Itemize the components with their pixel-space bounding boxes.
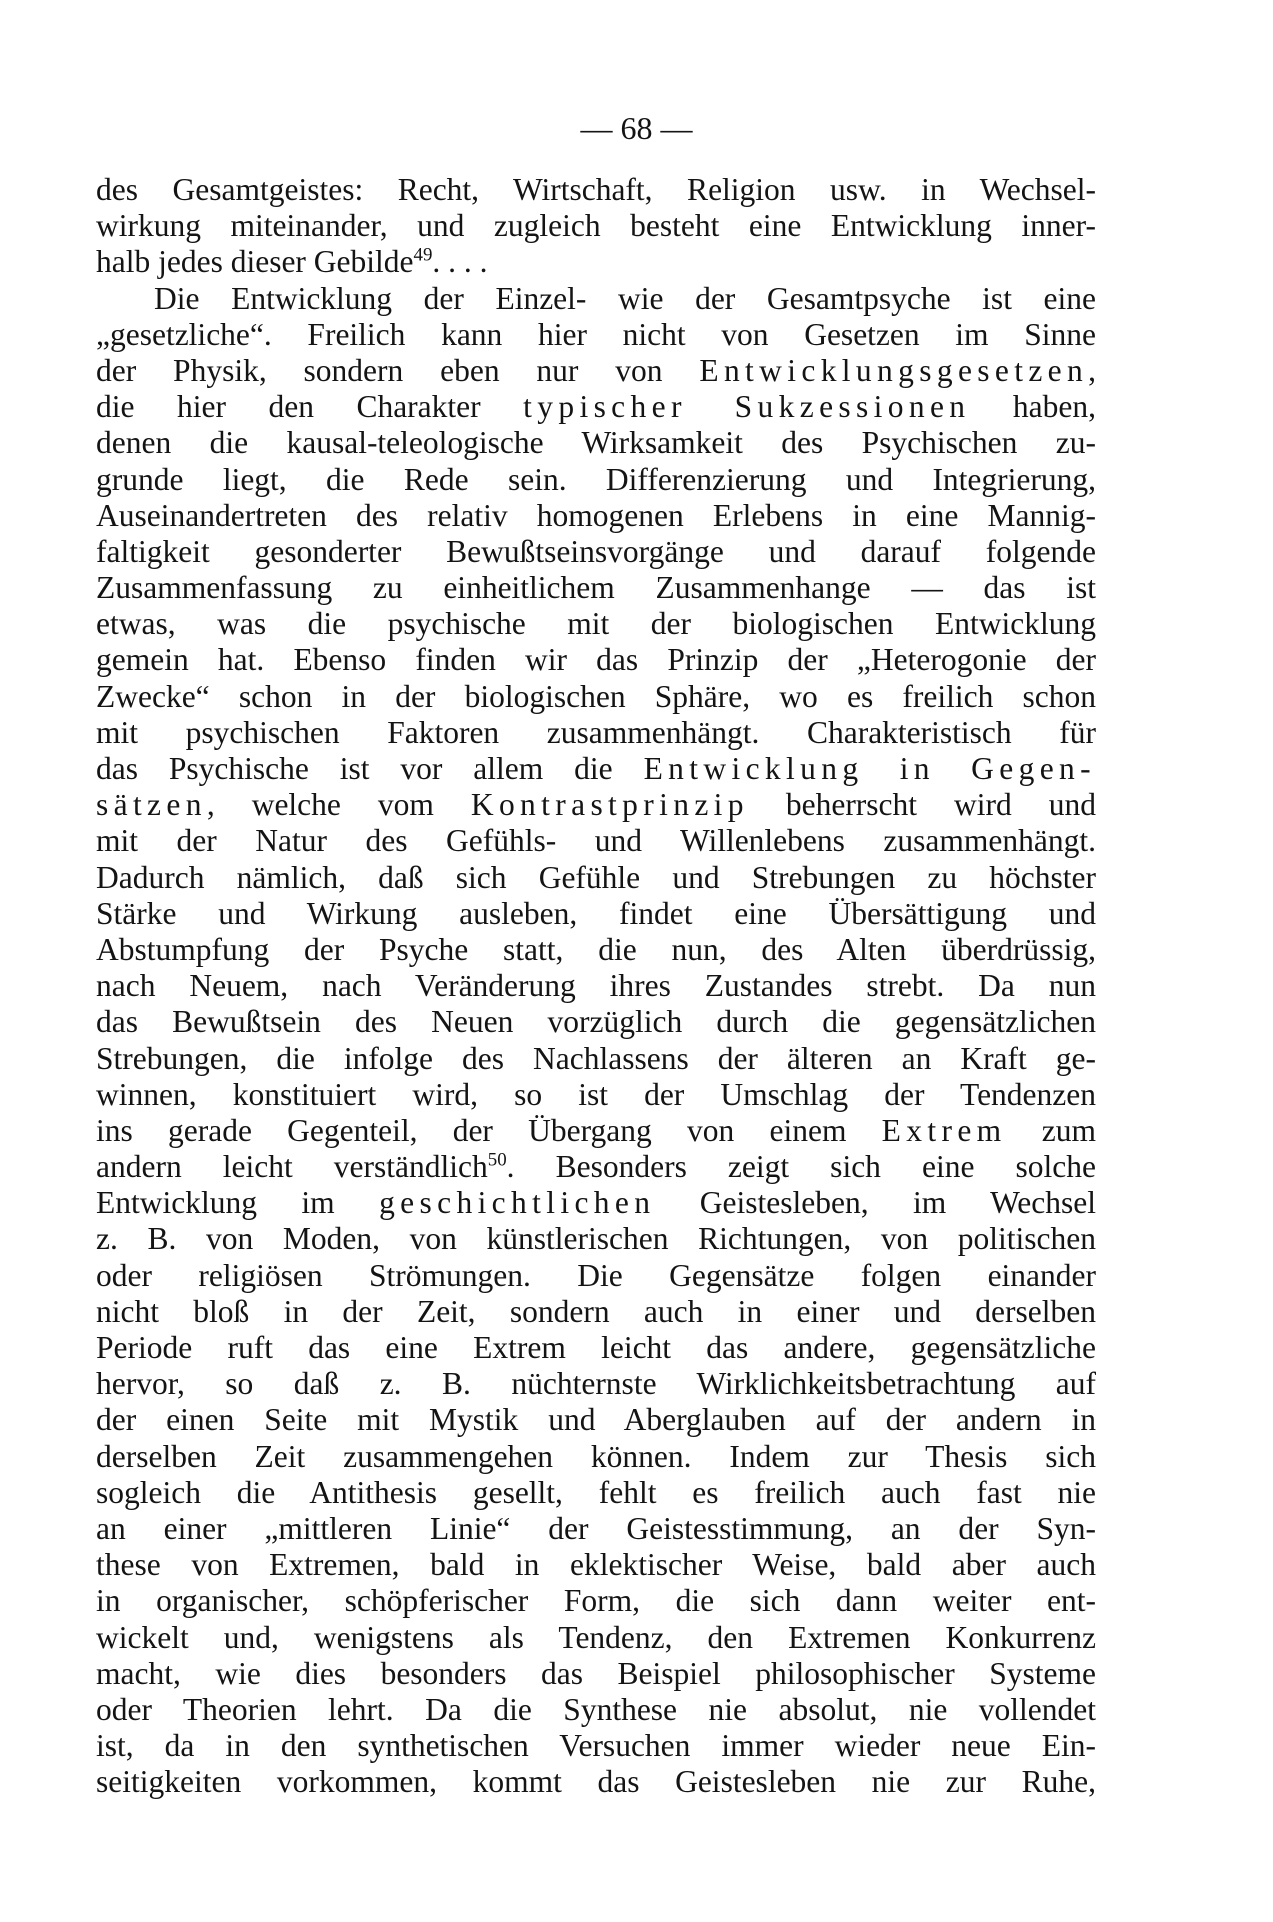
text-line <box>96 642 1096 678</box>
text-segment: grunde liegt, die Rede sein. Differenzierung und Integrierung, <box>96 461 1096 497</box>
text-line <box>96 968 1096 1004</box>
text-segment: . . . . <box>432 244 488 280</box>
emphasized-text: typischer Sukzessionen <box>523 389 971 425</box>
text-segment: der Physik, sondern eben nur von <box>96 352 700 388</box>
text-segment: derselben Zeit zusammengehen können. Indem zur Thesis sich <box>96 1438 1096 1474</box>
text-segment: denen die kausal-teleologische Wirksamkeit des Psychischen zu- <box>96 425 1096 461</box>
emphasized-text: Extrem <box>881 1112 1007 1148</box>
text-segment: Zwecke“ schon in der biologischen Sphäre, wo es freilich schon <box>96 678 1096 714</box>
text-line <box>96 1004 1096 1040</box>
text-segment: Periode ruft das eine Extrem leicht das andere, gegensätzliche <box>96 1330 1096 1365</box>
text-segment: ins gerade Gegenteil, der Übergang von einem <box>96 1112 882 1148</box>
text-line <box>96 208 1096 244</box>
text-segment: gemein hat. Ebenso finden wir das Prinzip der „Heterogonie der <box>96 642 1096 678</box>
text-line <box>96 353 1096 389</box>
text-segment: Dadurch nämlich, daß sich Gefühle und Strebungen zu höchster <box>96 859 1096 895</box>
text-line <box>96 932 1096 968</box>
text-segment: nach Neuem, nach Veränderung ihres Zustandes strebt. Da nun <box>96 968 1096 1004</box>
emphasized-text: Entwicklungsgesetzen <box>699 352 1089 388</box>
text-line <box>96 389 1096 425</box>
text-line <box>96 1583 1096 1619</box>
text-segment: „gesetzliche“. Freilich kann hier nicht von Gesetzen im Sinne <box>96 316 1096 352</box>
body-text <box>96 172 1096 1800</box>
text-segment: Auseinandertreten des relativ homogenen Erlebens in eine Mannig- <box>96 497 1096 533</box>
text-segment: , <box>1088 352 1096 388</box>
text-line <box>96 1620 1096 1656</box>
text-line <box>96 823 1096 859</box>
text-segment: winnen, konstituiert wird, so ist der Umschlag der Tendenzen <box>96 1076 1096 1112</box>
text-line <box>96 860 1096 896</box>
text-segment: these von Extremen, bald in eklektischer Weise, bald aber auch <box>96 1547 1096 1583</box>
text-line <box>96 1656 1096 1692</box>
text-segment: an einer „mittleren Linie“ der Geistesstimmung, an der Syn- <box>96 1510 1096 1546</box>
text-segment: nicht bloß in der Zeit, sondern auch in einer und derselben <box>96 1293 1096 1329</box>
footnote-reference: 50 <box>487 1149 507 1171</box>
text-line <box>96 715 1096 751</box>
text-line <box>96 1439 1096 1475</box>
text-segment: Strebungen, die infolge des Nachlassens der älteren an Kraft ge- <box>96 1040 1096 1076</box>
emphasized-text: Kontrastprinzip <box>470 787 749 823</box>
text-segment: das Bewußtsein des Neuen vorzüglich durch die gegensätzlichen <box>96 1004 1096 1040</box>
text-line <box>96 244 1096 280</box>
text-line <box>96 606 1096 642</box>
emphasized-text: sätzen <box>96 787 207 823</box>
text-segment: sogleich die Antithesis gesellt, fehlt es freilich auch fast nie <box>96 1474 1096 1510</box>
text-line <box>96 1547 1096 1583</box>
text-segment: Stärke und Wirkung ausleben, findet eine Übersättigung und <box>96 895 1096 931</box>
text-segment: etwas, was die psychische mit der biologischen Entwicklung <box>96 606 1096 642</box>
footnote-reference: 49 <box>413 245 433 267</box>
text-line <box>96 679 1096 715</box>
text-line <box>96 1258 1096 1294</box>
text-segment: wirkung miteinander, und zugleich besteht eine Entwicklung inner- <box>96 208 1096 244</box>
text-segment: ist, da in den synthetischen Versuchen immer wieder neue Ein- <box>96 1728 1096 1764</box>
text-line <box>96 1692 1096 1728</box>
text-segment: Geistesleben, im Wechsel <box>655 1185 1097 1221</box>
text-line <box>96 1475 1096 1511</box>
text-line <box>96 1041 1096 1077</box>
text-segment: oder Theorien lehrt. Da die Synthese nie absolut, nie vollendet <box>96 1691 1096 1727</box>
text-line <box>96 498 1096 534</box>
text-segment: hervor, so daß z. B. nüchternste Wirklichkeitsbetrachtung auf <box>96 1366 1096 1402</box>
text-segment: z. B. von Moden, von künstlerischen Richtungen, von politischen <box>96 1221 1096 1257</box>
text-segment: , welche vom <box>206 787 471 823</box>
text-segment: halb jedes dieser Gebilde <box>96 244 414 280</box>
text-segment: oder religiösen Strömungen. Die Gegensätze folgen einander <box>96 1257 1096 1293</box>
text-segment: das Psychische ist vor allem die <box>96 751 644 786</box>
text-line <box>96 570 1096 606</box>
text-line <box>96 462 1096 498</box>
text-segment: Zusammenfassung zu einheitlichem Zusammenhange — das ist <box>96 570 1096 606</box>
text-segment: haben, <box>970 389 1096 425</box>
text-line <box>96 1185 1096 1221</box>
text-segment: Abstumpfung der Psyche statt, die nun, des Alten überdrüssig, <box>96 931 1096 967</box>
text-line <box>96 1764 1096 1800</box>
text-line <box>96 317 1096 353</box>
text-line <box>96 281 1096 317</box>
emphasized-text: geschichtlichen <box>379 1185 656 1221</box>
text-segment: faltigkeit gesonderter Bewußtseinsvorgänge und darauf folgende <box>96 533 1096 569</box>
text-segment: des Gesamtgeistes: Recht, Wirtschaft, Religion usw. in Wechsel- <box>96 172 1096 207</box>
text-segment: seitigkeiten vorkommen, kommt das Geistesleben nie zur Ruhe, <box>96 1764 1096 1800</box>
text-segment: Entwicklung im <box>96 1185 380 1221</box>
text-segment: mit psychischen Faktoren zusammenhängt. Charakteristisch für <box>96 714 1096 750</box>
text-line <box>96 1113 1096 1149</box>
text-segment: beherrscht wird und <box>748 787 1096 823</box>
text-line <box>96 1330 1096 1366</box>
text-segment: mit der Natur des Gefühls- und Willenlebens zusammenhängt. <box>96 823 1096 859</box>
text-segment: in organischer, schöpferischer Form, die sich dann weiter ent- <box>96 1583 1096 1619</box>
text-segment: der einen Seite mit Mystik und Aberglauben auf der andern in <box>96 1402 1096 1438</box>
text-line <box>96 425 1096 461</box>
text-line <box>96 1402 1096 1438</box>
text-segment: . Besonders zeigt sich eine solche <box>506 1149 1097 1185</box>
text-line <box>96 1366 1096 1402</box>
text-segment: die hier den Charakter <box>96 389 524 425</box>
text-segment: andern leicht verständlich <box>96 1149 488 1185</box>
text-line <box>96 1149 1096 1185</box>
text-line <box>96 1294 1096 1330</box>
text-segment: wickelt und, wenigstens als Tendenz, den Extremen Konkurrenz <box>96 1619 1096 1655</box>
text-line <box>96 751 1096 787</box>
text-line <box>96 1221 1096 1257</box>
page-number: — 68 — <box>580 110 693 146</box>
text-segment: zum <box>1006 1112 1096 1148</box>
text-line <box>96 1077 1096 1113</box>
text-line <box>96 1728 1096 1764</box>
text-segment: Die Entwicklung der Einzel- wie der Gesamtpsyche ist eine <box>154 280 1096 316</box>
text-line <box>96 534 1096 570</box>
text-line <box>96 896 1096 932</box>
text-line <box>96 1511 1096 1547</box>
emphasized-text: Entwicklung in Gegen- <box>643 751 1096 786</box>
text-line <box>96 172 1096 208</box>
text-line <box>96 787 1096 823</box>
text-segment: macht, wie dies besonders das Beispiel philosophischer Systeme <box>96 1655 1096 1691</box>
